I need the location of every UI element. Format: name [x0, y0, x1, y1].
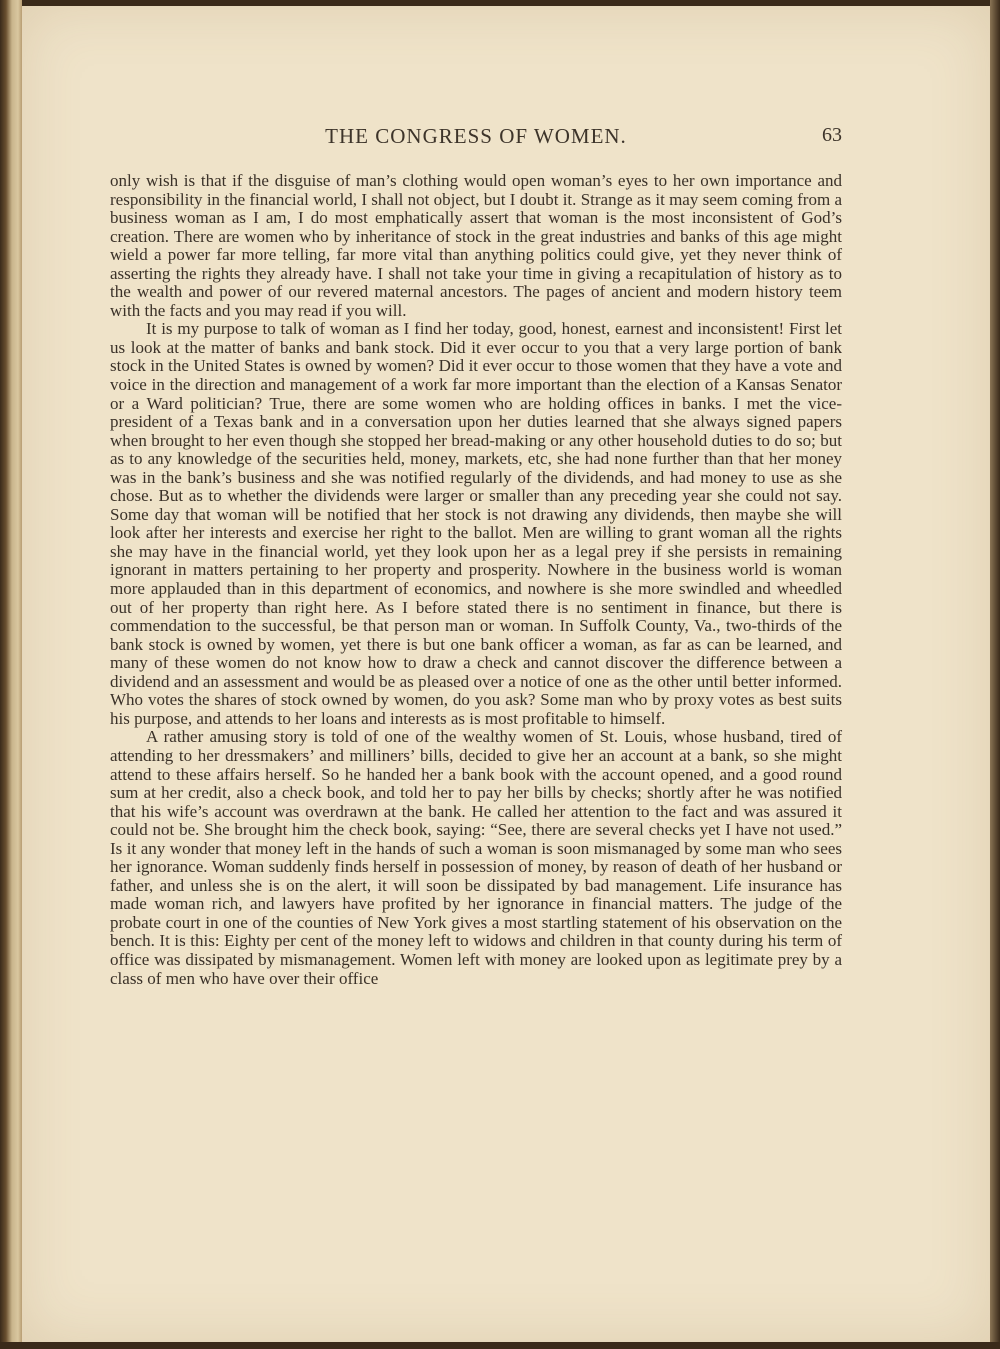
page-header [110, 124, 842, 152]
running-title: THE CONGRESS OF WOMEN. [325, 124, 627, 148]
paragraph-2: It is my purpose to talk of woman as I find her today, good, honest, earnest and inconsistent! First let us look at the matter of banks and bank stock. Did it ever occur to you that a very large portion of bank stock in the United States is owned by women? Did it ever occur to those women that they have a vote and voice in the direction and management of a work far more important than the election of a Kansas Senator or a Ward politician? True, there are some women who are holding offices in banks. I met the vice-president of a Texas bank and in a conversation upon her duties learned that she always signed papers when brought to her even though she stopped her bread-making or any other household duties to do so; but as to any knowledge of the securities held, money, markets, etc, she had none further than that her money was in the bank’s business and she was notified regularly of the dividends, and had money to use as she chose. But as to whether the dividends were larger or smaller than any preceding year she could not say. Some day that woman will be notified that her stock is not drawing any dividends, then maybe she will look after her interests and exercise her right to the ballot. Men are willing to grant woman all the rights she may have in the financial world, yet they look upon her as a legal prey if she persists in remaining ignorant in matters pertaining to her property and prosperity. Nowhere in the business world is woman more applauded than in this department of economics, and nowhere is she more swindled and wheedled out of her property than right here. As I before stated there is no sentiment in finance, but there is commendation to the successful, be that person man or woman. In Suffolk County, Va., two-thirds of the bank stock is owned by women, yet there is but one bank officer a woman, as far as can be learned, and many of these women do not know how to draw a check and cannot discover the difference between a dividend and an assessment and would be as pleased over a notice of one as the other until better informed. Who votes the shares of stock owned by women, do you ask? Some man who by proxy votes as best suits his purpose, and attends to her loans and interests as is most profitable to himself. [110, 319, 842, 728]
body-text [110, 172, 842, 988]
page-bottom-edge [0, 1342, 1000, 1349]
page-number: 63 [822, 124, 842, 146]
paragraph-3: A rather amusing story is told of one of the wealthy women of St. Louis, whose husband, tired of attending to her dressmakers’ and milliners’ bills, decided to give her an account at a bank, so she might attend to these affairs herself. So he handed her a bank book with the account opened, and a good round sum at her credit, also a check book, and told her to pay her bills by checks; shortly after he was notified that his wife’s account was overdrawn at the bank. He called her attention to the fact and was assured it could not be. She brought him the check book, saying: “See, there are several checks yet I have not used.” Is it any wonder that money left in the hands of such a woman is soon mismanaged by some man who sees her ignorance. Woman suddenly finds herself in possession of money, by reason of death of her husband or father, and unless she is on the alert, it will soon be dissipated by bad management. Life insurance has made woman rich, and lawyers have profited by her ignorance in financial matters. The judge of the probate court in one of the counties of New York gives a most startling statement of his observation on the bench. It is this: Eighty per cent of the money left to widows and children in that county during his term of office was dissipated by mismanagement. Women left with money are looked upon as legitimate prey by a class of men who have over their office [110, 727, 842, 988]
paragraph-1: only wish is that if the disguise of man’s clothing would open woman’s eyes to her own importance and responsibility in the financial world, I shall not object, but I doubt it. Strange as it may seem coming from a business woman as I am, I do most emphatically assert that woman is the most inconsistent of God’s creation. There are women who by inheritance of stock in the great industries and banks of this age might wield a power far more telling, far more vital than anything politics could give, yet they never think of asserting the rights they already have. I shall not take your time in giving a recapitulation of history as to the wealth and power of our revered maternal ancestors. The pages of ancient and modern history teem with the facts and you may read if you will. [110, 171, 842, 320]
page-right-edge [990, 0, 1000, 1349]
book-binding [0, 0, 22, 1349]
